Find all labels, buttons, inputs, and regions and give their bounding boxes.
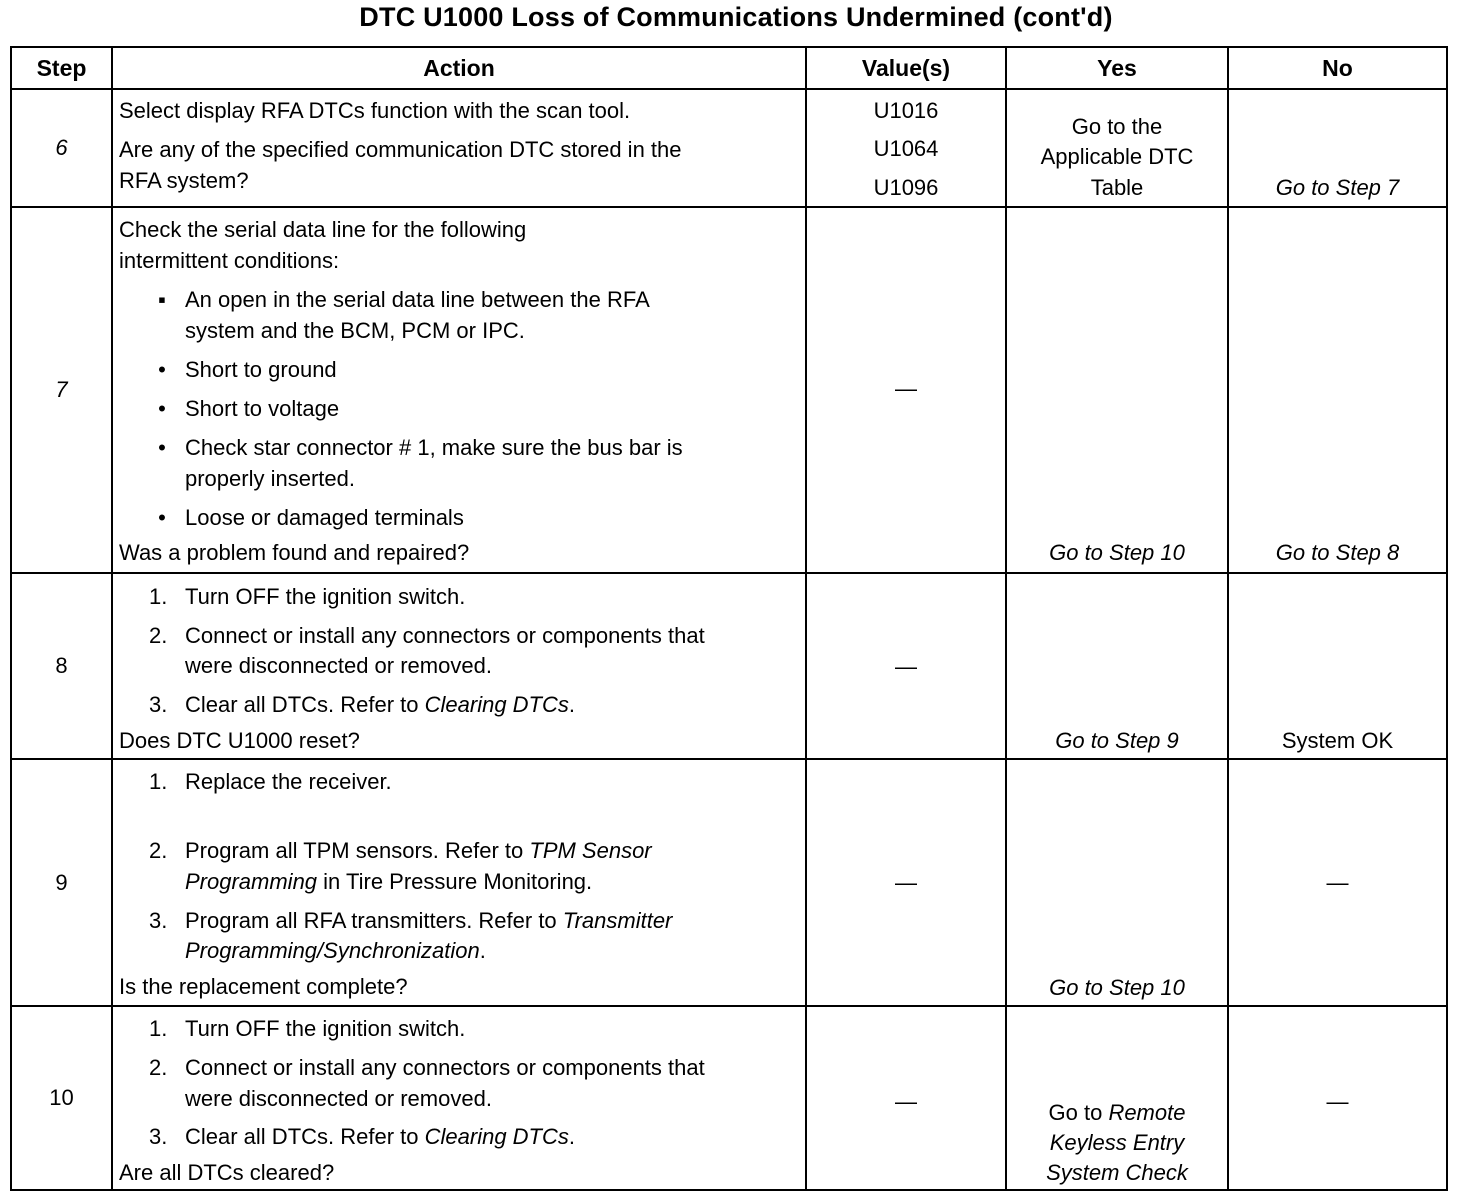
item-text-prefix: Clear all DTCs. Refer to (185, 692, 425, 717)
reference-link[interactable]: Programming (185, 869, 318, 894)
action-cell (112, 1006, 806, 1190)
values-cell (806, 89, 1006, 207)
yes-cell (1006, 1006, 1228, 1190)
bullet-text: properly inserted. (185, 466, 355, 491)
no-cell (1228, 89, 1447, 207)
value-code: U1064 (873, 136, 939, 161)
value-dash: — (895, 376, 917, 401)
table-row-step-10 (11, 1006, 1447, 1190)
value-dash: — (895, 870, 917, 895)
value-code: U1096 (873, 175, 939, 200)
no-result: — (1326, 1089, 1349, 1114)
yes-cell (1006, 207, 1228, 573)
yes-line: Applicable DTC (1040, 144, 1194, 169)
no-goto-link[interactable]: Go to Step 7 (1275, 175, 1400, 200)
item-text (185, 838, 652, 864)
no-result: — (1326, 870, 1349, 895)
diagnostic-table (10, 46, 1448, 1191)
action-line: Check the serial data line for the following (119, 217, 527, 242)
item-text-prefix: Program all RFA transmitters. Refer to (185, 908, 563, 933)
question-text: Was a problem found and repaired? (119, 540, 470, 565)
item-text: Connect or install any connectors or components that (185, 1055, 705, 1080)
header-row (11, 47, 1447, 89)
item-number: 2. (149, 838, 168, 863)
yes-goto-link[interactable]: Go to Step 9 (1055, 728, 1179, 753)
no-cell (1228, 1006, 1447, 1190)
action-line: Are any of the specified communication DTC stored in the (119, 137, 682, 162)
table-row-step-7 (11, 207, 1447, 573)
item-number: 1. (149, 584, 168, 609)
bullet-icon: • (158, 505, 166, 530)
page-title: DTC U1000 Loss of Communications Undermined (cont'd) (359, 2, 1113, 32)
reference-link[interactable]: System Check (1046, 1160, 1188, 1185)
header-no: No (1228, 47, 1447, 89)
item-text-prefix: Clear all DTCs. Refer to (185, 1124, 425, 1149)
no-goto-link[interactable]: Go to Step 8 (1275, 540, 1400, 565)
yes-cell (1006, 573, 1228, 759)
step-number: 9 (11, 759, 112, 1006)
bullet-text: Short to ground (185, 357, 337, 382)
yes-prefix: Go to (1048, 1100, 1109, 1125)
reference-link[interactable]: Keyless Entry (1049, 1130, 1185, 1155)
bullet-text: An open in the serial data line between the RFA (185, 287, 650, 312)
item-text-prefix: Program all TPM sensors. Refer to (185, 838, 530, 863)
item-number: 1. (149, 769, 168, 794)
step-number: 7 (11, 207, 112, 573)
header-step: Step (11, 47, 112, 89)
yes-goto-link[interactable]: Go to Step 10 (1049, 975, 1185, 1000)
item-number: 3. (149, 1124, 168, 1149)
yes-cell (1006, 89, 1228, 207)
values-cell (806, 573, 1006, 759)
reference-link[interactable]: Programming/Synchronization (185, 938, 480, 963)
item-number: 2. (149, 1055, 168, 1080)
reference-link[interactable]: Clearing DTCs (424, 692, 569, 717)
bullet-icon: • (158, 435, 166, 460)
item-number: 1. (149, 1016, 168, 1041)
bullet-text: Loose or damaged terminals (185, 505, 464, 530)
reference-link[interactable]: TPM Sensor (529, 838, 652, 863)
item-text-tail: . (568, 692, 576, 717)
action-cell (112, 759, 806, 1006)
item-text-tail: in Tire Pressure Monitoring. (317, 869, 593, 894)
no-cell (1228, 573, 1447, 759)
item-text: Connect or install any connectors or components that (185, 623, 705, 648)
table-row-step-9 (11, 759, 1447, 1006)
value-code: U1016 (873, 98, 939, 123)
item-number: 3. (149, 908, 168, 933)
item-text: were disconnected or removed. (185, 653, 492, 678)
values-cell (806, 207, 1006, 573)
item-text (185, 908, 672, 934)
yes-cell (1006, 759, 1228, 1006)
bullet-text: Short to voltage (185, 396, 340, 421)
values-cell (806, 759, 1006, 1006)
item-text: Turn OFF the ignition switch. (185, 1016, 466, 1041)
item-text (185, 869, 592, 895)
no-cell (1228, 207, 1447, 573)
bullet-text: Check star connector # 1, make sure the bus bar is (185, 435, 683, 460)
item-text: Turn OFF the ignition switch. (185, 584, 466, 609)
question-text: Is the replacement complete? (119, 974, 408, 999)
action-line: intermittent conditions: (119, 248, 340, 273)
bullet-text: system and the BCM, PCM or IPC. (185, 318, 525, 343)
item-text (185, 692, 575, 718)
bullet-icon: ▪ (158, 287, 166, 312)
question-text: Are all DTCs cleared? (119, 1160, 335, 1185)
action-cell (112, 573, 806, 759)
item-text (185, 1124, 575, 1150)
action-cell (112, 207, 806, 573)
table-row-step-8 (11, 573, 1447, 759)
action-line: Select display RFA DTCs function with the scan tool. (119, 98, 631, 123)
header-action: Action (112, 47, 806, 89)
header-yes: Yes (1006, 47, 1228, 89)
values-cell (806, 1006, 1006, 1190)
table-row-step-6 (11, 89, 1447, 207)
step-number: 10 (11, 1006, 112, 1190)
item-number: 2. (149, 623, 168, 648)
yes-goto-link[interactable]: Go to Step 10 (1049, 540, 1185, 565)
step-number: 8 (11, 573, 112, 759)
item-number: 3. (149, 692, 168, 717)
reference-link[interactable]: Transmitter (562, 908, 673, 933)
item-text (185, 938, 486, 964)
no-result: System OK (1281, 728, 1394, 753)
item-text: Replace the receiver. (185, 769, 392, 794)
yes-line: Go to the (1071, 114, 1163, 139)
no-cell (1228, 759, 1447, 1006)
item-text-tail: . (479, 938, 486, 963)
item-text-tail: . (568, 1124, 576, 1149)
action-cell (112, 89, 806, 207)
question-text: Does DTC U1000 reset? (119, 728, 360, 753)
step-number: 6 (11, 89, 112, 207)
bullet-icon: • (158, 396, 166, 421)
value-dash: — (895, 654, 917, 679)
action-line: RFA system? (119, 168, 249, 193)
bullet-icon: • (158, 357, 166, 382)
yes-line (1007, 1100, 1227, 1126)
header-values: Value(s) (806, 47, 1006, 89)
item-text: were disconnected or removed. (185, 1086, 492, 1111)
value-dash: — (895, 1089, 917, 1114)
reference-link[interactable]: Clearing DTCs (424, 1124, 569, 1149)
reference-link[interactable]: Remote (1108, 1100, 1186, 1125)
yes-line: Table (1090, 175, 1144, 200)
